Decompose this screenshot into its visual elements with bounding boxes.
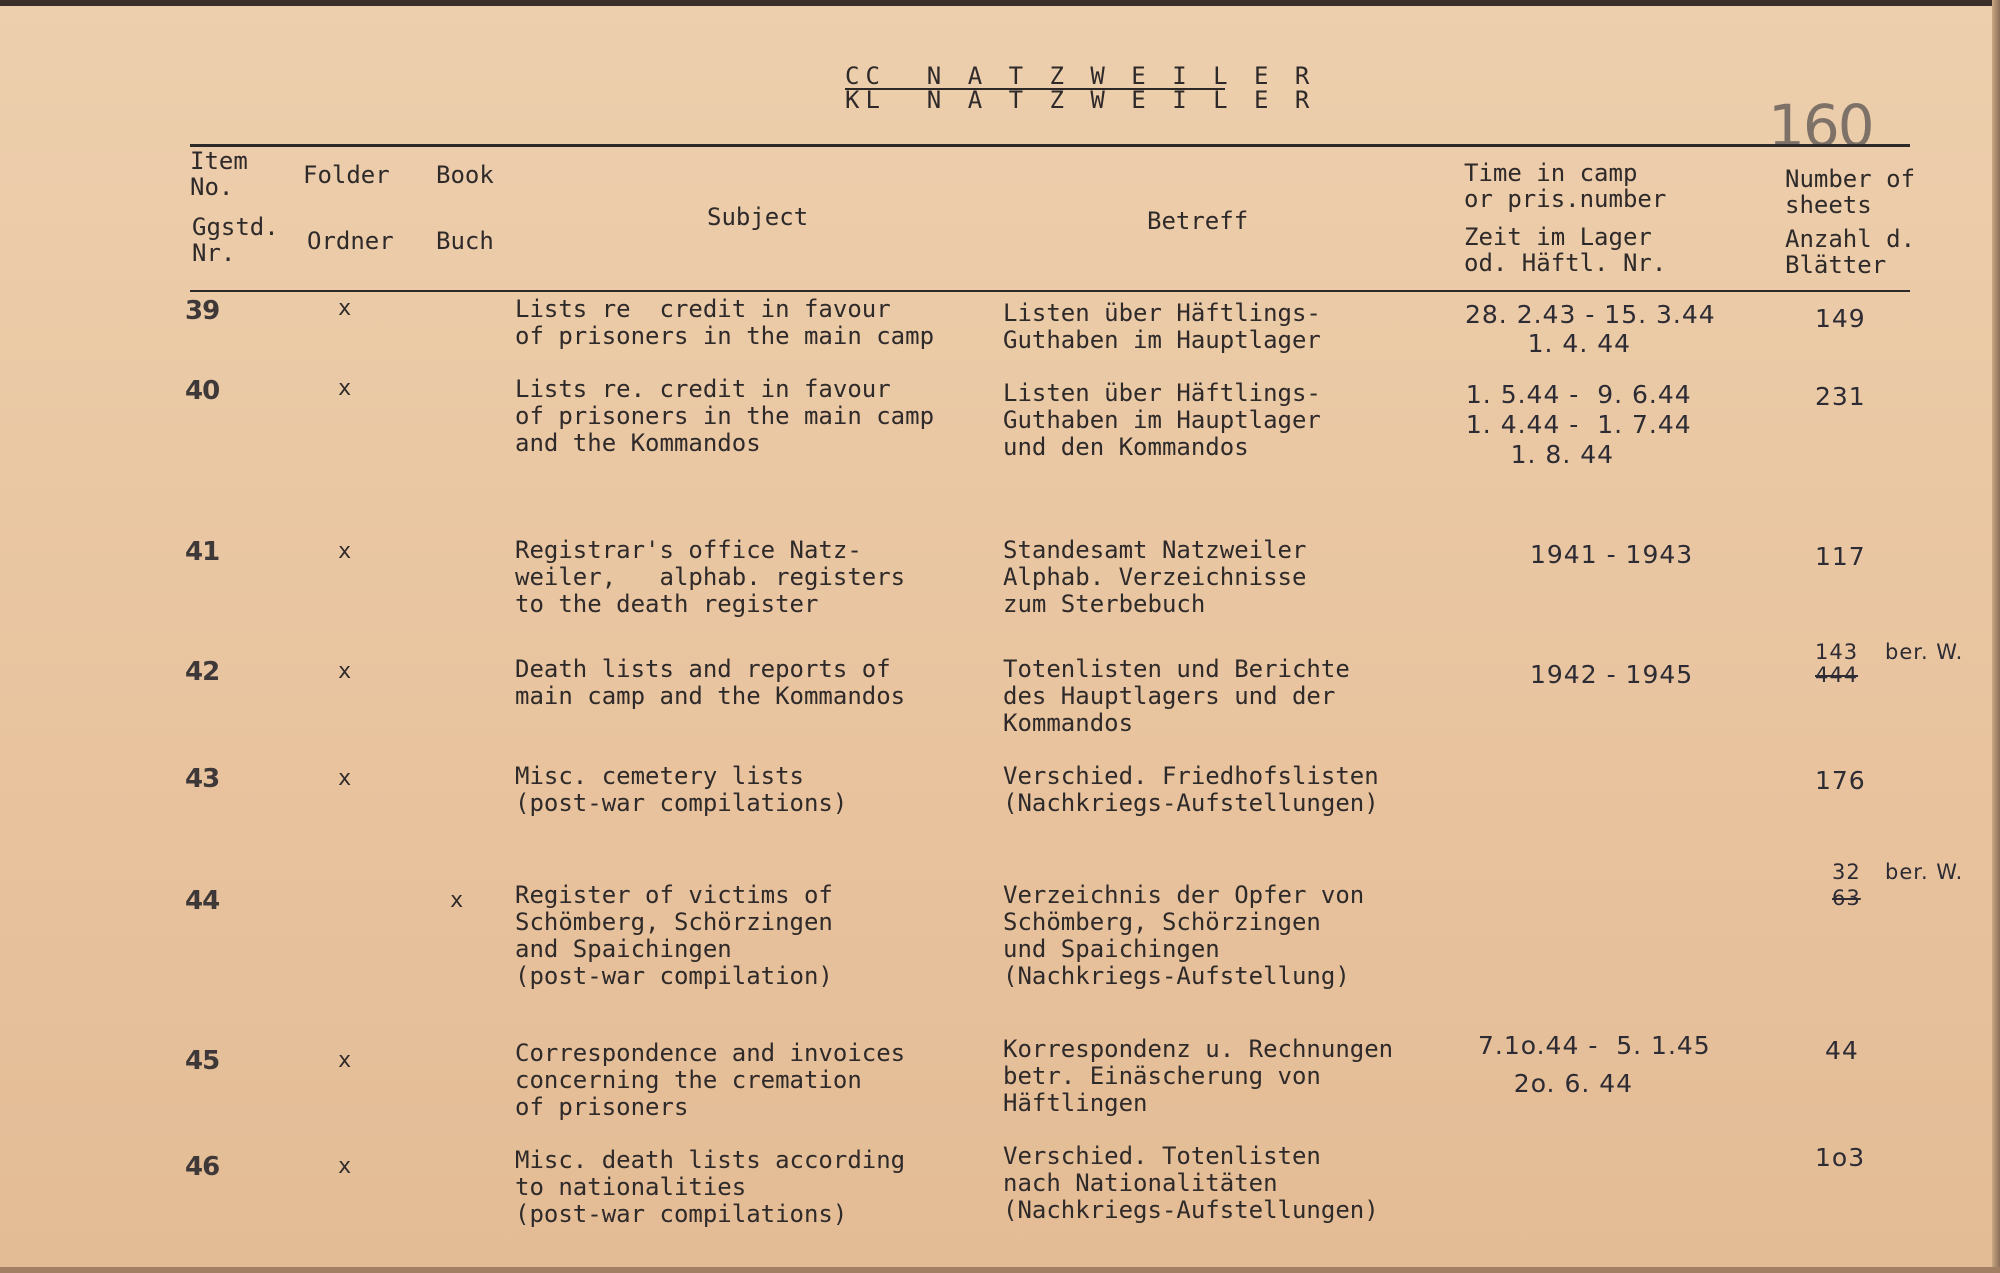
- sheet-count: 117: [1815, 542, 1866, 571]
- col-sheets-de: Anzahl d. Blätter: [1785, 225, 1916, 279]
- folder-mark: x: [338, 1154, 352, 1179]
- subject-text: Correspondence and invoices concerning the cremation of prisoners: [515, 1039, 906, 1121]
- item-number: 40: [185, 376, 220, 406]
- col-time-de: Zeit im Lager od. Häftl. Nr.: [1464, 223, 1667, 277]
- col-book-en: Book: [436, 161, 494, 189]
- subject-text: Register of victims of Schömberg, Schörzingen and Spaichingen (post-war compilation): [515, 881, 833, 990]
- folder-mark: x: [338, 539, 352, 564]
- item-number: 45: [185, 1046, 220, 1076]
- header-top-rule: [190, 144, 1910, 147]
- sheet-count-corrected: 63: [1832, 886, 1861, 910]
- scan-top-edge: [0, 0, 2000, 6]
- col-item-en: Item No.: [190, 147, 248, 201]
- item-number: 44: [185, 886, 220, 916]
- time-in-camp: 1941 - 1943: [1530, 540, 1694, 569]
- item-number: 46: [185, 1152, 220, 1182]
- subject-text: Registrar's office Natz- weiler, alphab. registers to the death register: [515, 536, 906, 618]
- item-number: 42: [185, 657, 220, 687]
- col-betreff: Betreff: [1147, 207, 1249, 235]
- page-title-de: KL N A T Z W E I L E R: [845, 86, 1316, 114]
- folder-mark: x: [338, 376, 352, 401]
- time-in-camp: 1942 - 1945: [1530, 660, 1694, 689]
- col-folder-de: Ordner: [307, 227, 394, 255]
- book-mark: x: [450, 888, 464, 913]
- subject-text: Death lists and reports of main camp and the Kommandos: [515, 655, 906, 710]
- scan-bottom-edge: [0, 1267, 2000, 1273]
- title-underline: [845, 88, 1225, 90]
- folder-mark: x: [338, 296, 352, 321]
- folder-mark: x: [338, 766, 352, 791]
- sheet-count: 1o3: [1815, 1143, 1866, 1172]
- sheet-count: 32: [1832, 860, 1861, 884]
- betreff-text: Korrespondenz u. Rechnungen betr. Einäscherung von Häftlingen: [1003, 1035, 1394, 1117]
- col-subject: Subject: [707, 203, 809, 231]
- betreff-text: Verschied. Friedhofslisten (Nachkriegs-Aufstellungen): [1003, 762, 1379, 817]
- correction-note: ber. W.: [1885, 860, 1964, 884]
- sheet-count: 231: [1815, 382, 1866, 411]
- time-in-camp: 7.1o.44 - 5. 1.45 2o. 6. 44: [1478, 1031, 1711, 1098]
- sheet-count: 143: [1815, 640, 1859, 664]
- betreff-text: Listen über Häftlings- Guthaben im Hauptlager und den Kommandos: [1003, 379, 1321, 461]
- item-number: 39: [185, 296, 220, 326]
- col-folder-en: Folder: [303, 161, 390, 189]
- page-title-en: CC N A T Z W E I L E R: [845, 62, 1316, 90]
- page-binding-edge: [1992, 0, 2000, 1273]
- betreff-text: Verschied. Totenlisten nach Nationalitäten (Nachkriegs-Aufstellungen): [1003, 1142, 1379, 1224]
- col-item-de: Ggstd. Nr.: [192, 213, 279, 267]
- sheet-count: 44: [1825, 1036, 1859, 1065]
- header-bottom-rule: [190, 290, 1910, 292]
- subject-text: Lists re. credit in favour of prisoners in the main camp and the Kommandos: [515, 375, 935, 457]
- item-number: 41: [185, 537, 220, 567]
- col-book-de: Buch: [436, 227, 494, 255]
- correction-note: ber. W.: [1885, 640, 1964, 664]
- subject-text: Lists re credit in favour of prisoners in the main camp: [515, 295, 935, 350]
- time-in-camp: 1. 5.44 - 9. 6.44 1. 4.44 - 1. 7.44 1. 8. 44: [1465, 380, 1692, 469]
- sheet-count-corrected: 444: [1815, 663, 1859, 687]
- folder-mark: x: [338, 1048, 352, 1073]
- page-number: 160: [1768, 92, 1873, 160]
- col-time-en: Time in camp or pris.number: [1464, 159, 1667, 213]
- betreff-text: Listen über Häftlings- Guthaben im Hauptlager: [1003, 299, 1321, 354]
- sheet-count: 149: [1815, 304, 1866, 333]
- subject-text: Misc. cemetery lists (post-war compilations): [515, 762, 848, 817]
- betreff-text: Standesamt Natzweiler Alphab. Verzeichnisse zum Sterbebuch: [1003, 536, 1307, 618]
- time-in-camp: 28. 2.43 - 15. 3.44 1. 4. 44: [1465, 300, 1716, 358]
- folder-mark: x: [338, 659, 352, 684]
- betreff-text: Totenlisten und Berichte des Hauptlagers und der Kommandos: [1003, 655, 1350, 737]
- subject-text: Misc. death lists according to nationalities (post-war compilations): [515, 1146, 906, 1228]
- betreff-text: Verzeichnis der Opfer von Schömberg, Schörzingen und Spaichingen (Nachkriegs-Aufstellung): [1003, 881, 1365, 990]
- sheet-count: 176: [1815, 766, 1866, 795]
- col-sheets-en: Number of sheets: [1785, 165, 1916, 219]
- item-number: 43: [185, 764, 220, 794]
